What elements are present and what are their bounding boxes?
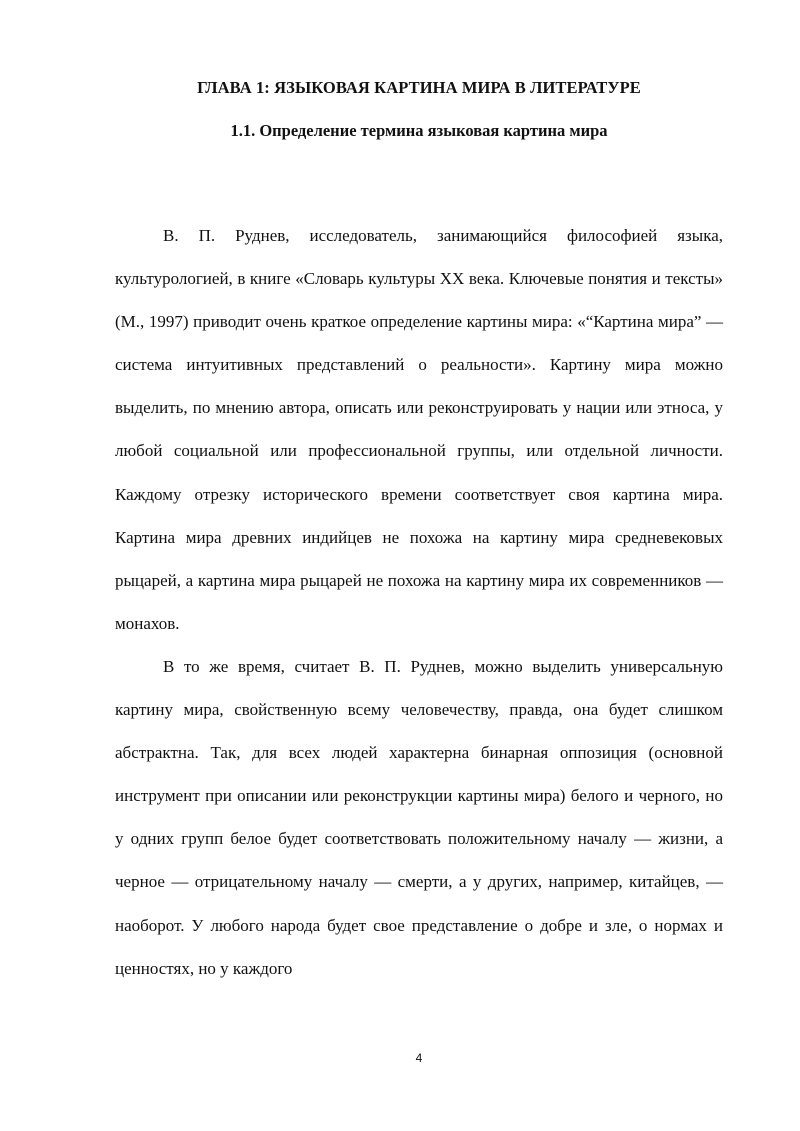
- page-number: 4: [415, 1051, 423, 1065]
- chapter-title: ГЛАВА 1: ЯЗЫКОВАЯ КАРТИНА МИРА В ЛИТЕРАТУРЕ: [197, 78, 641, 97]
- paragraph: В то же время, считает В. П. Руднев, можно выделить универсальную картину мира, свойственную всему человечеству, правда, она будет слишком абстрактна. Так, для всех людей характерна бинарная оппозиция (основной инструмент при описании или реконструкции картины мира) белого и черного, но у одних групп белое будет соответствовать положительному началу — жизни, а черное — отрицательному началу — смерти, а у других, например, китайцев, — наоборот. У любого народа будет свое представление о добре и зле, о нормах и ценностях, но у каждого: [115, 656, 723, 978]
- section-title: 1.1. Определение термина языковая картина мира: [230, 121, 608, 140]
- paragraph: В. П. Руднев, исследователь, занимающийся философией языка, культурологией, в книге «Словарь культуры XX века. Ключевые понятия и тексты» (М., 1997) приводит очень краткое определение картины мира: «“Картина мира” — система интуитивных представлений о реальности». Картину мира можно выделить, по мнению автора, описать или реконструировать у нации или этноса, у любой социальной или профессиональной группы, или отдельной личности. Каждому отрезку исторического времени соответствует своя картина мира. Картина мира древних индийцев не похожа на картину мира средневековых рыцарей, а картина мира рыцарей не похожа на картину мира их современников — монахов.: [115, 226, 723, 633]
- body-text: [115, 214, 723, 990]
